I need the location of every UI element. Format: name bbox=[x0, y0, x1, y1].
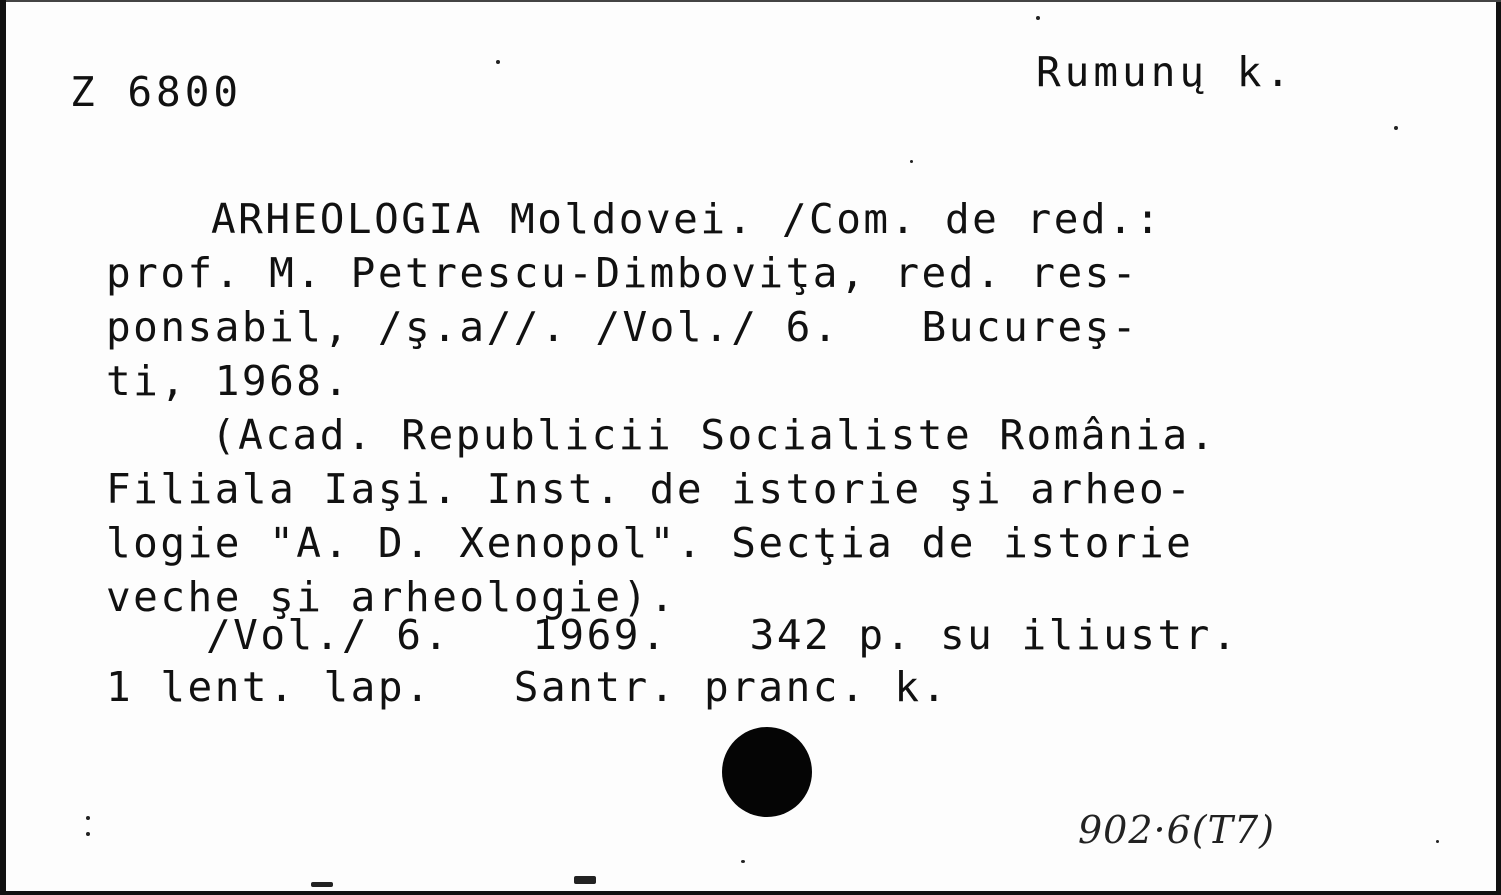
ink-speck bbox=[1036, 16, 1040, 20]
description-line: 1 lent. lap. Santr. pranc. k. bbox=[106, 663, 949, 711]
ink-speck bbox=[311, 882, 333, 887]
description-line: veche şi arheologie). bbox=[106, 573, 677, 621]
description-line: /Vol./ 6. 1969. 342 p. su iliustr. bbox=[206, 611, 1239, 659]
ink-speck bbox=[1436, 840, 1439, 843]
card-top-edge bbox=[6, 0, 1501, 2]
description-line: (Acad. Republicii Socialiste România. bbox=[211, 411, 1217, 459]
description-line: Filiala Iaşi. Inst. de istorie şi arheo- bbox=[106, 465, 1194, 513]
call-number: Z 6800 bbox=[70, 68, 243, 116]
ink-speck bbox=[741, 860, 745, 863]
punch-hole bbox=[722, 727, 812, 817]
ink-speck bbox=[1394, 126, 1398, 130]
ink-speck bbox=[86, 832, 90, 836]
description-line: ARHEOLOGIA Moldovei. /Com. de red.: bbox=[211, 195, 1163, 243]
ink-speck bbox=[86, 816, 90, 820]
description-line: ti, 1968. bbox=[106, 357, 351, 405]
description-line: ponsabil, /ş.a//. /Vol./ 6. Bucureş- bbox=[106, 303, 1139, 351]
ink-speck bbox=[496, 60, 500, 64]
handwritten-classification: 902·6(T7) bbox=[1078, 808, 1275, 852]
ink-speck bbox=[910, 160, 913, 163]
ink-speck bbox=[574, 876, 596, 884]
description-line: prof. M. Petrescu-Dimboviţa, red. res- bbox=[106, 249, 1139, 297]
subject-heading: Rumunų k. bbox=[1036, 48, 1295, 96]
description-line: logie "A. D. Xenopol". Secţia de istorie bbox=[106, 519, 1194, 567]
